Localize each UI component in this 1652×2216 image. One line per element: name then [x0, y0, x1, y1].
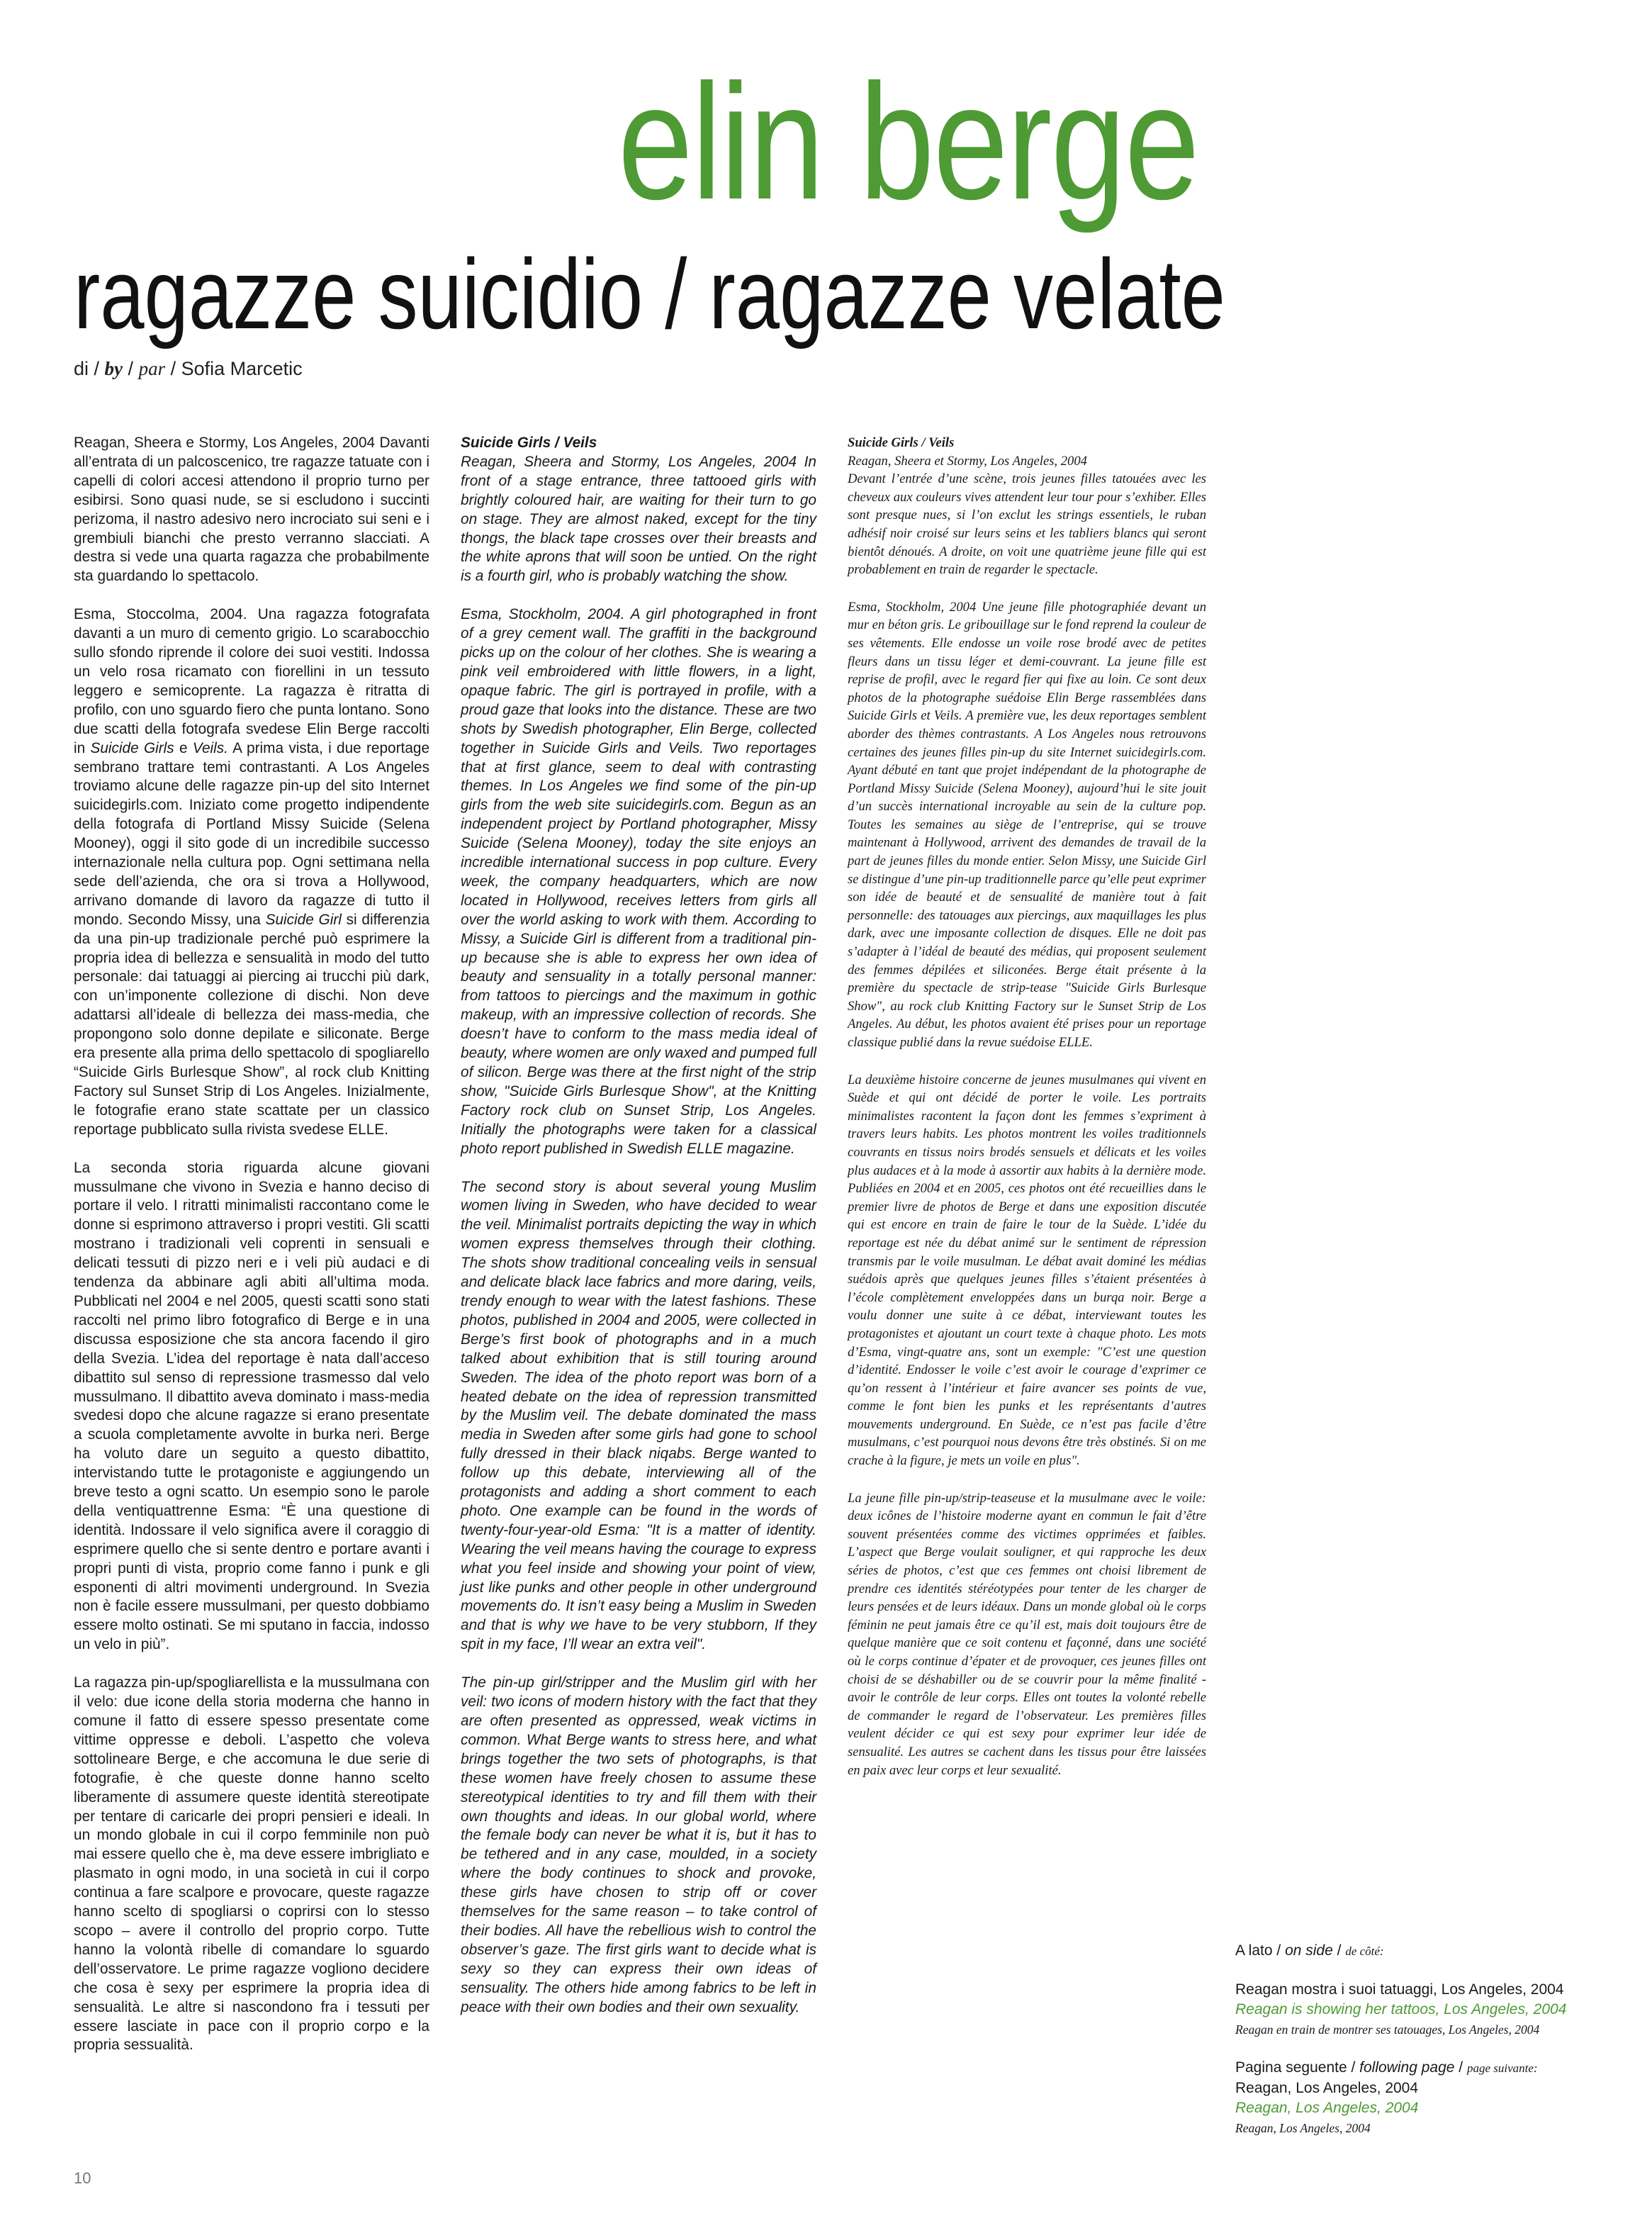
english-paragraph-2: Esma, Stockholm, 2004. A girl photographed in front of a grey cement wall. The graffiti in the background picks up on the colour of her clothes. She is wearing a pink veil embroidered with little flowers, in a light, opaque fabric. The girl is portrayed in profile, with a proud gaze that looks into the distance. These are two shots by Swedish photographer, Elin Berge, collected together in Suicide Girls and Veils. Two reportages that at first glance, seem to deal with contrasting themes. In Los Angeles we find some of the pin-up girls from the web site suicidegirls.com. Begun as an independent project by Portland photographer, Missy Suicide (Selena Mooney), today the site enjoys an incredible international success in pop culture. Every week, the company headquarters, which are now located in Hollywood, receives letters from girls all over the world asking to work with them. According to Missy, a Suicide Girl is different from a traditional pin-up because she is able to express her own idea of beauty and sensuality in a totally personal manner: from tattoos to piercings and the maximum in gothic makeup, with an impressive collection of records. She doesn’t have to conform to the mass media ideal of beauty, where women are only waxed and pumped full of silicon. Berge was there at the first night of the strip show, "Suicide Girls Burlesque Show", at the Knitting Factory rock club on Sunset Strip, Los Angeles. Initially the photographs were taken for a classical photo report published in Swedish ELLE magazine. [461, 606, 816, 1157]
english-paragraph-1: Reagan, Sheera and Stormy, Los Angeles, 2004 In front of a stage entrance, three tattooed girls with brightly coloured hair, are waiting for their turn to go on stage. They are almost naked, except for the tiny thongs, the black tape crosses over their breasts and the white aprons that will soon be untied. On the right is a fourth girl, who is probably watching the show. [461, 453, 816, 585]
photo-captions [1235, 1941, 1590, 2138]
next-label-fr: page suivante: [1466, 2061, 1538, 2075]
byline [74, 358, 303, 380]
french-subheading: Reagan, Sheera et Stormy, Los Angeles, 2004 [848, 453, 1087, 469]
italian-text: si differenzia da una pin-up tradizionale perché può esprimere la propria idea di bellezza e sensualità in modo del tutto personale: dai tatuaggi ai piercing ai trucchi più dark, con un’imponente collezione di dischi. Non deve adattarsi all’ideale di bellezza dei mass-media, che propongono solo donne depilate e siliconate. Berge era presente alla prima dello spettacolo di spogliarello “Suicide Girls Burlesque Show”, al rock club Knitting Factory sul Sunset Strip di Los Angeles. Inizialmente, le fotografie erano state scattate per un classico reportage pubblicato sulla rivista svedese ELLE. [74, 911, 430, 1138]
italian-text: A prima vista, i due reportage sembrano trattare temi contrastanti. A Los Angeles troviamo alcune delle ragazze pin-up del sito Internet suicidegirls.com. Iniziato come progetto indipendente della fotografa di Portland Missy Suicide (Selena Mooney), oggi il sito gode di un incredibile successo internazionale nella cultura pop. Ogni settimana nella sede dell’azienda, che ora si trova a Hollywood, arrivano domande di lavoro da ragazze di tutto il mondo. Secondo Missy, una [74, 739, 430, 928]
article-title: ragazze suicidio / ragazze velate [74, 238, 1225, 349]
byline-by: by [104, 358, 123, 379]
side-label-fr: de côté: [1345, 1944, 1384, 1958]
next-label-it: Pagina seguente / [1235, 2059, 1356, 2076]
byline-author: / Sofia Marcetic [170, 358, 303, 379]
side-caption-label [1235, 1941, 1590, 1962]
next-label-en: following page [1359, 2059, 1455, 2076]
italian-paragraph-2 [74, 605, 429, 1139]
italian-italic: Suicide Girl [265, 911, 342, 928]
side-caption-english: Reagan is showing her tattoos, Los Angeles, 2004 [1235, 2001, 1567, 2018]
next-caption-label [1235, 2058, 1590, 2078]
french-paragraph-3: La deuxième histoire concerne de jeunes musulmanes qui vivent en Suède et qui ont décidé de porter le voile. Les portraits minimalistes racontent la façon dont les femmes s’expriment à travers leurs habits. Les photos montrent les voiles traditionnels couvrants en tissus noirs brodés sensuels et délicats et les voiles plus audaces et à la mode à assortir aux habits à la dernière mode. Publiées en 2004 et en 2005, ces photos ont été recueillies dans le premier livre de photos de Berge et dans une exposition discutée qui est encore en train de faire le tour de la Suède. L’idée du reportage est née du débat animé sur le sentiment de répression transmis par le voile musulman. Le débat avait dominé les médias suédois après que quelques jeunes filles s’étaient présentées à l’école complètement enveloppées dans un burqa noir. Berge a voulu donner une suite à ce débat, interviewant toutes les protagonistes et ajoutant un court texte à chaque photo. Les mots d’Esma, vingt-quatre ans, sont un exemple: "C’est une question d’identité. Endosser le voile c’est avoir le courage d’exprimer ce qu’on ressent à l’intérieur et faire avancer ses points de vue, comme le font bien les punks et les représentants d’autres mouvements underground. En Suède, ce n’est pas facile d’être musulmans, c’est pourquoi nous devons être très obstinés. Si on me crache à la figure, je mets un voile en plus". [848, 1072, 1206, 1469]
artist-name: elin berge [617, 50, 1198, 234]
french-paragraph-1: Devant l’entrée d’une scène, trois jeunes filles tatouées avec les cheveux aux couleurs vives attendent leur tour pour s’exhiber. Elles sont presque nues, si l’on exclut les strings essentiels, le ruban adhésif noir croisé sur leurs seins et les tabliers blancs qui seront bientôt dénoués. A droite, on voit une quatrième jeune fille qui est probablement en train de regarder le spectacle. [848, 471, 1206, 578]
french-column [848, 434, 1206, 1798]
italian-column [74, 434, 429, 2074]
caption-spacer [1235, 1962, 1590, 1980]
next-caption-french: Reagan, Los Angeles, 2004 [1235, 2121, 1371, 2135]
english-paragraph-3: The second story is about several young Muslim women living in Sweden, who have decided to wear the veil. Minimalist portraits depicting the way in which women express themselves through their clothing. The shots show traditional concealing veils in sensual and delicate black lace fabrics and more daring, veils, trendy enough to wear with the latest fashions. These photos, published in 2004 and 2005, were collected in Berge’s first book of photographs and in a much talked about exhibition that is still touring around Sweden. The idea of the photo report was born of a heated debate on the idea of repression transmitted by the Muslim veil. The debate dominated the mass media in Sweden after some girls had gone to school fully dressed in their black niqabs. Berge wanted to follow up this debate, interviewing all of the protagonists and adding a short comment to each photo. One example can be found in the words of twenty-four-year-old Esma: "It is a matter of identity. Wearing the veil means having the courage to express what you feel inside and showing your point of view, just like punks and other people in other underground movements do. It isn’t easy being a Muslim in Sweden and that is why we have to be very stubborn, If they spit in my face, I’ll wear an extra veil". [461, 1178, 816, 1653]
english-paragraph-4: The pin-up girl/stripper and the Muslim girl with her veil: two icons of modern history with the fact that they are often presented as oppressed, weak victims in common. What Berge wants to stress here, and what brings together the two sets of photographs, is that these women have freely chosen to assume these stereotypical identities to try and fill them with their own thoughts and ideas. In our global world, where the female body can never be what it is, but it has to be tethered and in any case, moulded, in a society where the body continues to shock and provoke, these girls have chosen to strip off or cover themselves for the same reason – to take control of their bodies. All have the rebellious wish to control the observer’s gaze. The first girls want to decide what is sexy so they can express their own ideas of sensuality. The others hide among fabrics to be left in peace with their own bodies and their own sexuality. [461, 1674, 816, 2015]
italian-paragraph-4: La ragazza pin-up/spogliarellista e la mussulmana con il velo: due icone della storia moderna che hanno in comune il fatto di essere spesso presentate come vittime oppresse e deboli. L’aspetto che voleva sottolineare Berge, e che accomuna le due serie di fotografie, è che queste donne hanno scelto liberamente di assumere queste identità stereotipate per tentare di caricarle dei propri pensieri e ideali. In un mondo globale in cui il corpo femminile non può mai essere quello che è, ma deve essere imbrigliato e plasmato in ogni modo, in una società in cui il corpo continua a fare scalpore e provocare, queste ragazze hanno scelto di spogliarsi o coprirsi con lo stesso scopo – avere il controllo del proprio corpo. Tutte hanno la volontà ribelle di comandare lo sguardo dell’osservatore. Le prime ragazze vogliono decidere che cosa è sexy per esprimere la propria idea di sensualità. Le altre si nascondono fra i tessuti per essere lasciate in pace con il proprio corpo e la propria sessualità. [74, 1674, 429, 2054]
side-label-sep: / [1337, 1942, 1342, 1959]
side-caption-italian: Reagan mostra i suoi tatuaggi, Los Angeles, 2004 [1235, 1981, 1564, 1998]
page-number: 10 [74, 2169, 91, 2187]
italian-text: Esma, Stoccolma, 2004. Una ragazza fotografata davanti a un muro di cemento grigio. Lo scarabocchio sullo sfondo riprende il colore dei suoi vestiti. Indossa un velo rosa ricamato con fiorellini in un tessuto leggero e semicoprente. La ragazza è ritratta di profilo, con uno sguardo fiero che punta lontano. Sono due scatti della fotografa svedese Elin Berge raccolti in [74, 606, 429, 756]
next-caption-italian: Reagan, Los Angeles, 2004 [1235, 2080, 1419, 2096]
side-caption-french: Reagan en train de montrer ses tatouages, Los Angeles, 2004 [1235, 2022, 1540, 2037]
side-label-it: A lato / [1235, 1942, 1281, 1959]
side-label-en: on side [1285, 1942, 1333, 1959]
italian-paragraph-1: Reagan, Sheera e Stormy, Los Angeles, 2004 Davanti all’entrata di un palcoscenico, tre ragazze tatuate con i capelli di colori accesi attendono il proprio turno per esibirsi. Sono quasi nude, se si escludono i succinti perizoma, il nastro adesivo nero incrociato sui seni e i grembiuli bianchi che presto verranno slacciati. A destra si vede una quarta ragazza che probabilmente sta guardando lo spettacolo. [74, 435, 429, 585]
next-caption-english: Reagan, Los Angeles, 2004 [1235, 2100, 1419, 2116]
caption-spacer [1235, 2039, 1590, 2058]
byline-sep: / [128, 358, 134, 379]
next-label-sep: / [1459, 2059, 1463, 2076]
english-column [461, 434, 816, 2037]
english-heading: Suicide Girls / Veils [461, 435, 597, 451]
byline-par: par [138, 358, 166, 379]
french-paragraph-2: Esma, Stockholm, 2004 Une jeune fille photographiée devant un mur en béton gris. Le gribouillage sur le fond reprend la couleur de ses vêtements. Elle endosse un voile rose brodé avec de petites fleurs dans un tissu léger et demi-couvrant. La jeune fille est reprise de profil, avec le regard fier qui fixe au loin. Ce sont deux photos de la photographe suédoise Elin Berge rassemblées dans Suicide Girls et Veils. A première vue, les deux reportages semblent aborder des thèmes contrastants. A Los Angeles nous retrouvons certaines des jeunes filles pin-up du site Internet suicidegirls.com. Ayant débuté en tant que projet indépendant de la photographe de Portland Missy Suicide (Selena Mooney), aujourd’hui le site jouit d’un succès international incroyable au sein de la culture pop. Toutes les semaines au siège de l’entreprise, qui se trouve maintenant à Hollywood, arrivent des demandes de travail de la part de jeunes filles du monde entier. Selon Missy, une Suicide Girl se distingue d’une pin-up traditionnelle parce qu’elle peut exprimer son idée de beauté et de sensualité de manière tout à fait personnelle: des tatouages aux piercings, aux maquillages les plus dark, avec une imposante collection de disques. Elle ne doit pas s’adapter à l’idéal de beauté des médias, qui proposent seulement des femmes dépilées et siliconées. Berge était présente à la première du spectacle de strip-tease "Suicide Girls Burlesque Show", au rock club Knitting Factory sur le Sunset Strip de Los Angeles. Au début, les photos avaient été prises pour un reportage classique publié dans la revue suédoise ELLE. [848, 599, 1206, 1050]
italian-paragraph-3: La seconda storia riguarda alcune giovani mussulmane che vivono in Svezia e hanno deciso di portare il velo. I ritratti minimalisti raccontano come le donne si esprimono attraverso i propri vestiti. Gli scatti mostrano i tradizionali veli coprenti in sensuali e delicati tessuti di pizzo neri e i veli più audaci e di tendenza da abbinare agli abiti all’ultima moda. Pubblicati nel 2004 e nel 2005, questi scatti sono stati raccolti nel primo libro fotografico di Berge e in una discussa esposizione che sta ancora facendo il giro della Svezia. L’idea del reportage è nata dall’acceso dibattito sul senso di repressione trasmesso dal velo mussulmano. Il dibattito aveva dominato i mass-media svedesi dopo che alcune ragazze si erano presentate a scuola completamente avvolte in burka neri. Berge ha voluto dare un seguito a questo dibattito, intervistando tutte le protagoniste e aggiungendo un breve testo a ogni scatto. Un esempio sono le parole della ventiquattrenne Esma: “È una questione di identità. Indossare il velo significa avere il coraggio di esprimere quello che si sente dentro e portare avanti i propri punti di vista, proprio come fanno i punk e gli esponenti di altri movimenti underground. In Svezia non è facile essere mussulmani, per questo dobbiamo essere molto ostinati. Se mi sputano in faccia, indosso un velo in più”. [74, 1159, 429, 1653]
byline-di: di / [74, 358, 100, 379]
french-heading: Suicide Girls / Veils [848, 435, 955, 450]
french-paragraph-4: La jeune fille pin-up/strip-teaseuse et la musulmane avec le voile: deux icônes de l’histoire moderne ayant en commun le fait d’être souvent présentées comme des victimes opprimées et faibles. L’aspect que Berge voulait souligner, et qui rapproche les deux séries de photos, c’est que ces femmes ont choisi librement de prendre ces identités stéréotypées pour tenter de les charger de leurs pensées et de leurs idéaux. Dans un monde global où le corps féminin ne peut jamais être ce qu’il est, mais doit toujours être de quelque manière que ce soit contenu et façonné, dans une société où le corps continue d’épater et de provoquer, ces jeunes filles ont choisi de se déshabiller ou de se couvrir pour la même finalité - avoir le contrôle de leur corps. Elles ont toutes la volonté rebelle de commander le regard de l’observateur. Les premières filles veulent décider ce qui est sexy pour exprimer leur idée de sensualité. Les autres se cachent dans les tissus pour être laissées en paix avec leur corps et leur sexualité. [848, 1490, 1206, 1778]
italian-text: e [179, 739, 188, 756]
italian-italic: Veils. [192, 739, 228, 756]
italian-italic: Suicide Girls [90, 739, 174, 756]
